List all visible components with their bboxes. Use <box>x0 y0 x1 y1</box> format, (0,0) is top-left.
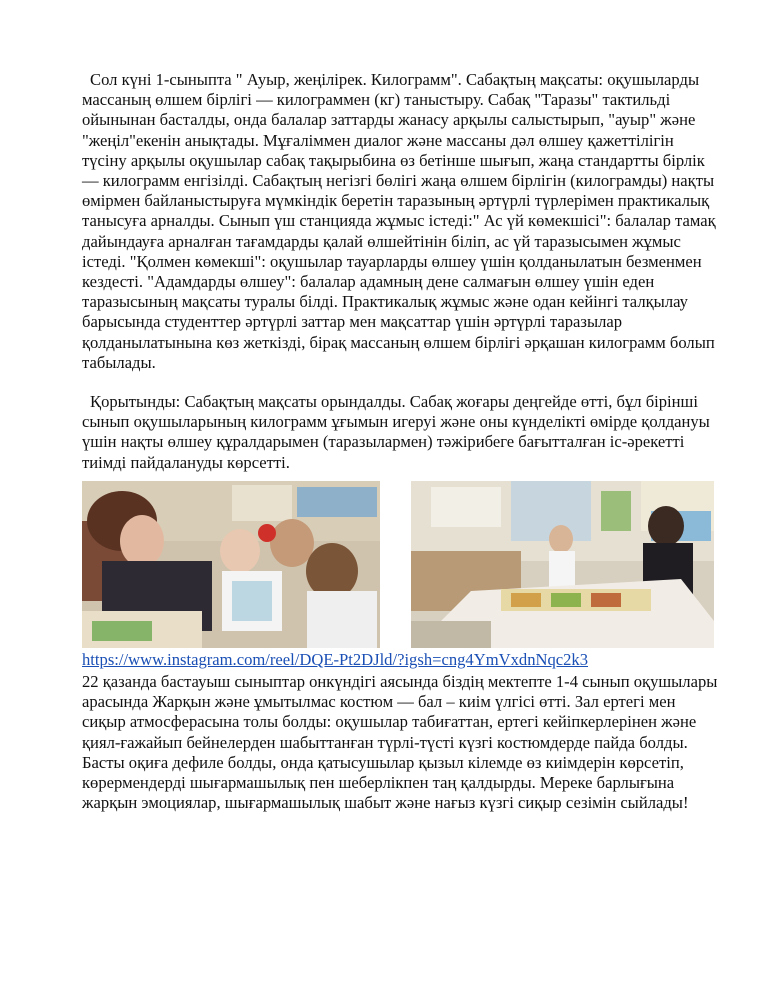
lesson-description-paragraph <box>82 70 722 373</box>
conclusion-paragraph <box>82 392 722 473</box>
instagram-reel-link[interactable]: https://www.instagram.com/reel/DQE-Pt2DJld/?igsh=cng4YmVxdnNqc2k3 <box>82 650 589 669</box>
paragraph-1-text: Сол күні 1-сыныпта " Ауыр, жеңілірек. Килограмм". Сабақтың мақсаты: оқушыларды массаның өлшем бірлігі — килограммен (кг) таныстыру. Сабақ "Таразы" тактильді ойынынан басталды, онда балалар заттарды жанасу арқылы салыстырып, "ауыр" және "жеңіл"екенін анықтады. Мұғаліммен диалог және массаны дәл өлшеу қажеттілігін түсіну арқылы оқушылар сабақ тақырыбина өз бетінше шығып, жаңа стандартты бірлік — килограмм енгізілді. Сабақтың негізгі бөлігі жаңа өлшем бірлігін (килограмды) нақты өмірмен байланыстыруға мүмкіндік беретін таразының әртүрлі түрлерімен практикалық танысуға арналды. Сынып үш станцияда жұмыс істеді:" Ас үй көмекшісі": балалар тамақ дайындауға арналған тағамдарды қалай өлшейтінін біліп, ас үй таразысымен жұмыс істеді. "Қолмен көмекші": оқушылар тауарларды өлшеу үшін қолданылатын безменмен кездесті. "Адамдарды өлшеу": балалар адамның дене салмағын өлшеу үшін еден таразысының мақсаты туралы білді. Практикалық жұмыс және одан кейінгі талқылау барысында студенттер әртүрлі заттар мен мақсаттар үшін әртүрлі таразылар қолданылатынына көз жеткізді, бірақ массаның өлшем бірлігі әрқашан килограмм болып табылады. <box>82 70 716 372</box>
photo-row <box>82 481 714 648</box>
paragraph-3-text: 22 қазанда бастауыш сыныптар онкүндігі аясында біздің мектепте 1-4 сынып оқушылары арасында Жарқын және ұмытылмас костюм — бал – киім үлгісі өтті. Зал ертегі мен сиқыр атмосферасына толы болды: оқушылар табиғаттан, ертегі кейіпкерлерінен және қиял-ғажайып бейнелерден шабыттанған түрлі-түсті күзгі костюмдерде пайда болды. Басты оқиға дефиле болды, онда қатысушылар қызыл кілемде өз киімдерін көрсетіп, көрермендерді шығармашылық пен шеберлікпен таң қалдырды. Мереке барлығына жарқын эмоциялар, шығармашылық шабыт және нағыз күзгі сиқыр сезімін сыйлады! <box>82 672 718 813</box>
classroom-photo-teacher-with-children <box>82 481 380 648</box>
costume-ball-paragraph <box>82 672 722 813</box>
paragraph-2-text: Қорытынды: Сабақтың мақсаты орындалды. Сабақ жоғары деңгейде өтті, бұл бірінші сынып оқушыларының килограмм ұғымын игеруі және оны күнделікті өмірде қолдануы үшін нақты өлшеу құралдарымен (таразылармен) тәжірибеге бағытталған іс-әрекетті тиімді пайдалануды көрсетті. <box>82 392 710 472</box>
classroom-photo-right-image <box>411 481 714 648</box>
classroom-photo-weighing-station <box>411 481 714 648</box>
classroom-photo-left-image <box>82 481 380 648</box>
